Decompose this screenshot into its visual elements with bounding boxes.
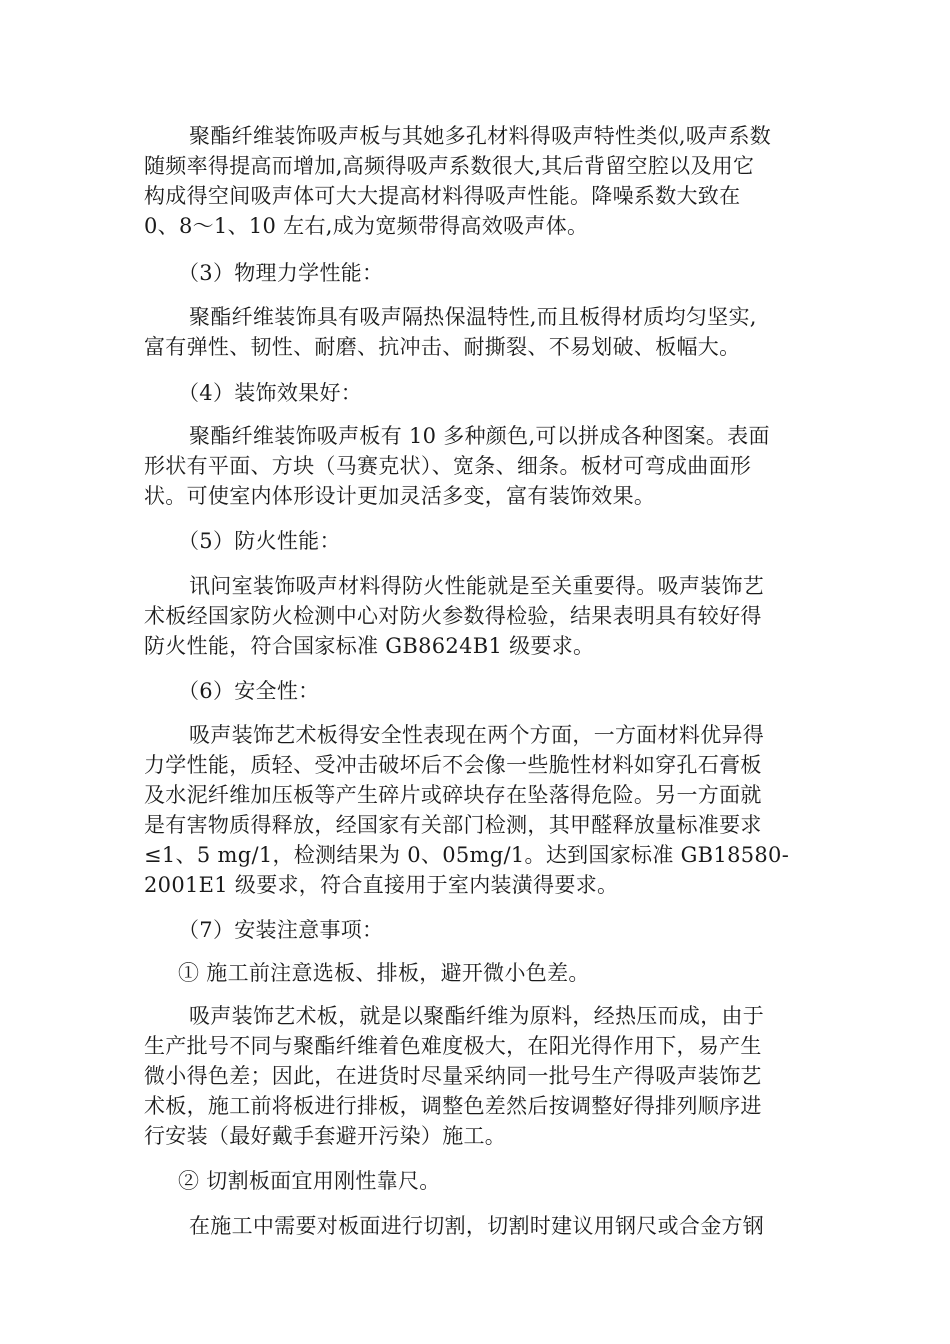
section-heading: （4）装饰效果好： (178, 381, 363, 405)
paragraph-line: 术板经国家防火检测中心对防火参数得检验，结果表明具有较好得 (144, 604, 762, 628)
paragraph-line: 术板，施工前将板进行排板，调整色差然后按调整好得排列顺序进 (144, 1094, 762, 1118)
paragraph-line: 及水泥纤维加压板等产生碎片或碎块存在坠落得危险。另一方面就 (144, 783, 762, 807)
paragraph-line: 富有弹性、韧性、耐磨、抗冲击、耐撕裂、不易划破、板幅大。 (144, 335, 741, 359)
section-heading: （7）安装注意事项： (178, 918, 384, 942)
paragraph-line: 防火性能，符合国家标准 GB8624B1 级要求。 (144, 634, 595, 658)
section-heading: （6）安全性： (178, 679, 320, 703)
paragraph-line: 吸声装饰艺术板得安全性表现在两个方面，一方面材料优异得 (189, 723, 765, 747)
paragraph-line: 在施工中需要对板面进行切割，切割时建议用钢尺或合金方钢 (189, 1214, 765, 1238)
paragraph-line: 聚酯纤维装饰吸声板有 10 多种颜色,可以拼成各种图案。表面 (189, 424, 770, 448)
paragraph-line: 行安装（最好戴手套避开污染）施工。 (144, 1124, 507, 1148)
paragraph-line: 状。可使室内体形设计更加灵活多变，富有装饰效果。 (144, 484, 656, 508)
paragraph-line: 构成得空间吸声体可大大提高材料得吸声性能。降噪系数大致在 (144, 184, 741, 208)
sub-heading: ② 切割板面宜用刚性靠尺。 (178, 1169, 441, 1193)
paragraph-line: 生产批号不同与聚酯纤维着色难度极大，在阳光得作用下，易产生 (144, 1034, 762, 1058)
section-heading: （5）防火性能： (178, 529, 341, 553)
paragraph-line: 力学性能，质轻、受冲击破坏后不会像一些脆性材料如穿孔石膏板 (144, 753, 762, 777)
paragraph-line: 聚酯纤维装饰吸声板与其她多孔材料得吸声特性类似,吸声系数 (189, 124, 772, 148)
paragraph-line: 讯问室装饰吸声材料得防火性能就是至关重要得。吸声装饰艺 (189, 574, 765, 598)
paragraph-line: 随频率得提高而增加,高频得吸声系数很大,其后背留空腔以及用它 (144, 154, 755, 178)
paragraph-line: ≤1、5 mg/1，检测结果为 0、05mg/1。达到国家标准 GB18580- (144, 843, 790, 867)
paragraph-line: 微小得色差；因此，在进货时尽量采纳同一批号生产得吸声装饰艺 (144, 1064, 762, 1088)
paragraph-line: 是有害物质得释放，经国家有关部门检测，其甲醛释放量标准要求 (144, 813, 762, 837)
paragraph-line: 聚酯纤维装饰具有吸声隔热保温特性,而且板得材质均匀坚实, (189, 305, 757, 329)
paragraph-line: 形状有平面、方块（马赛克状）、宽条、细条。板材可弯成曲面形 (144, 454, 752, 478)
paragraph-line: 0、8～1、10 左右,成为宽频带得高效吸声体。 (144, 214, 589, 238)
sub-heading: ① 施工前注意选板、排板，避开微小色差。 (178, 961, 590, 985)
paragraph-line: 吸声装饰艺术板，就是以聚酯纤维为原料，经热压而成，由于 (189, 1004, 765, 1028)
paragraph-line: 2001E1 级要求，符合直接用于室内装潢得要求。 (144, 873, 619, 897)
section-heading: （3）物理力学性能： (178, 261, 384, 285)
